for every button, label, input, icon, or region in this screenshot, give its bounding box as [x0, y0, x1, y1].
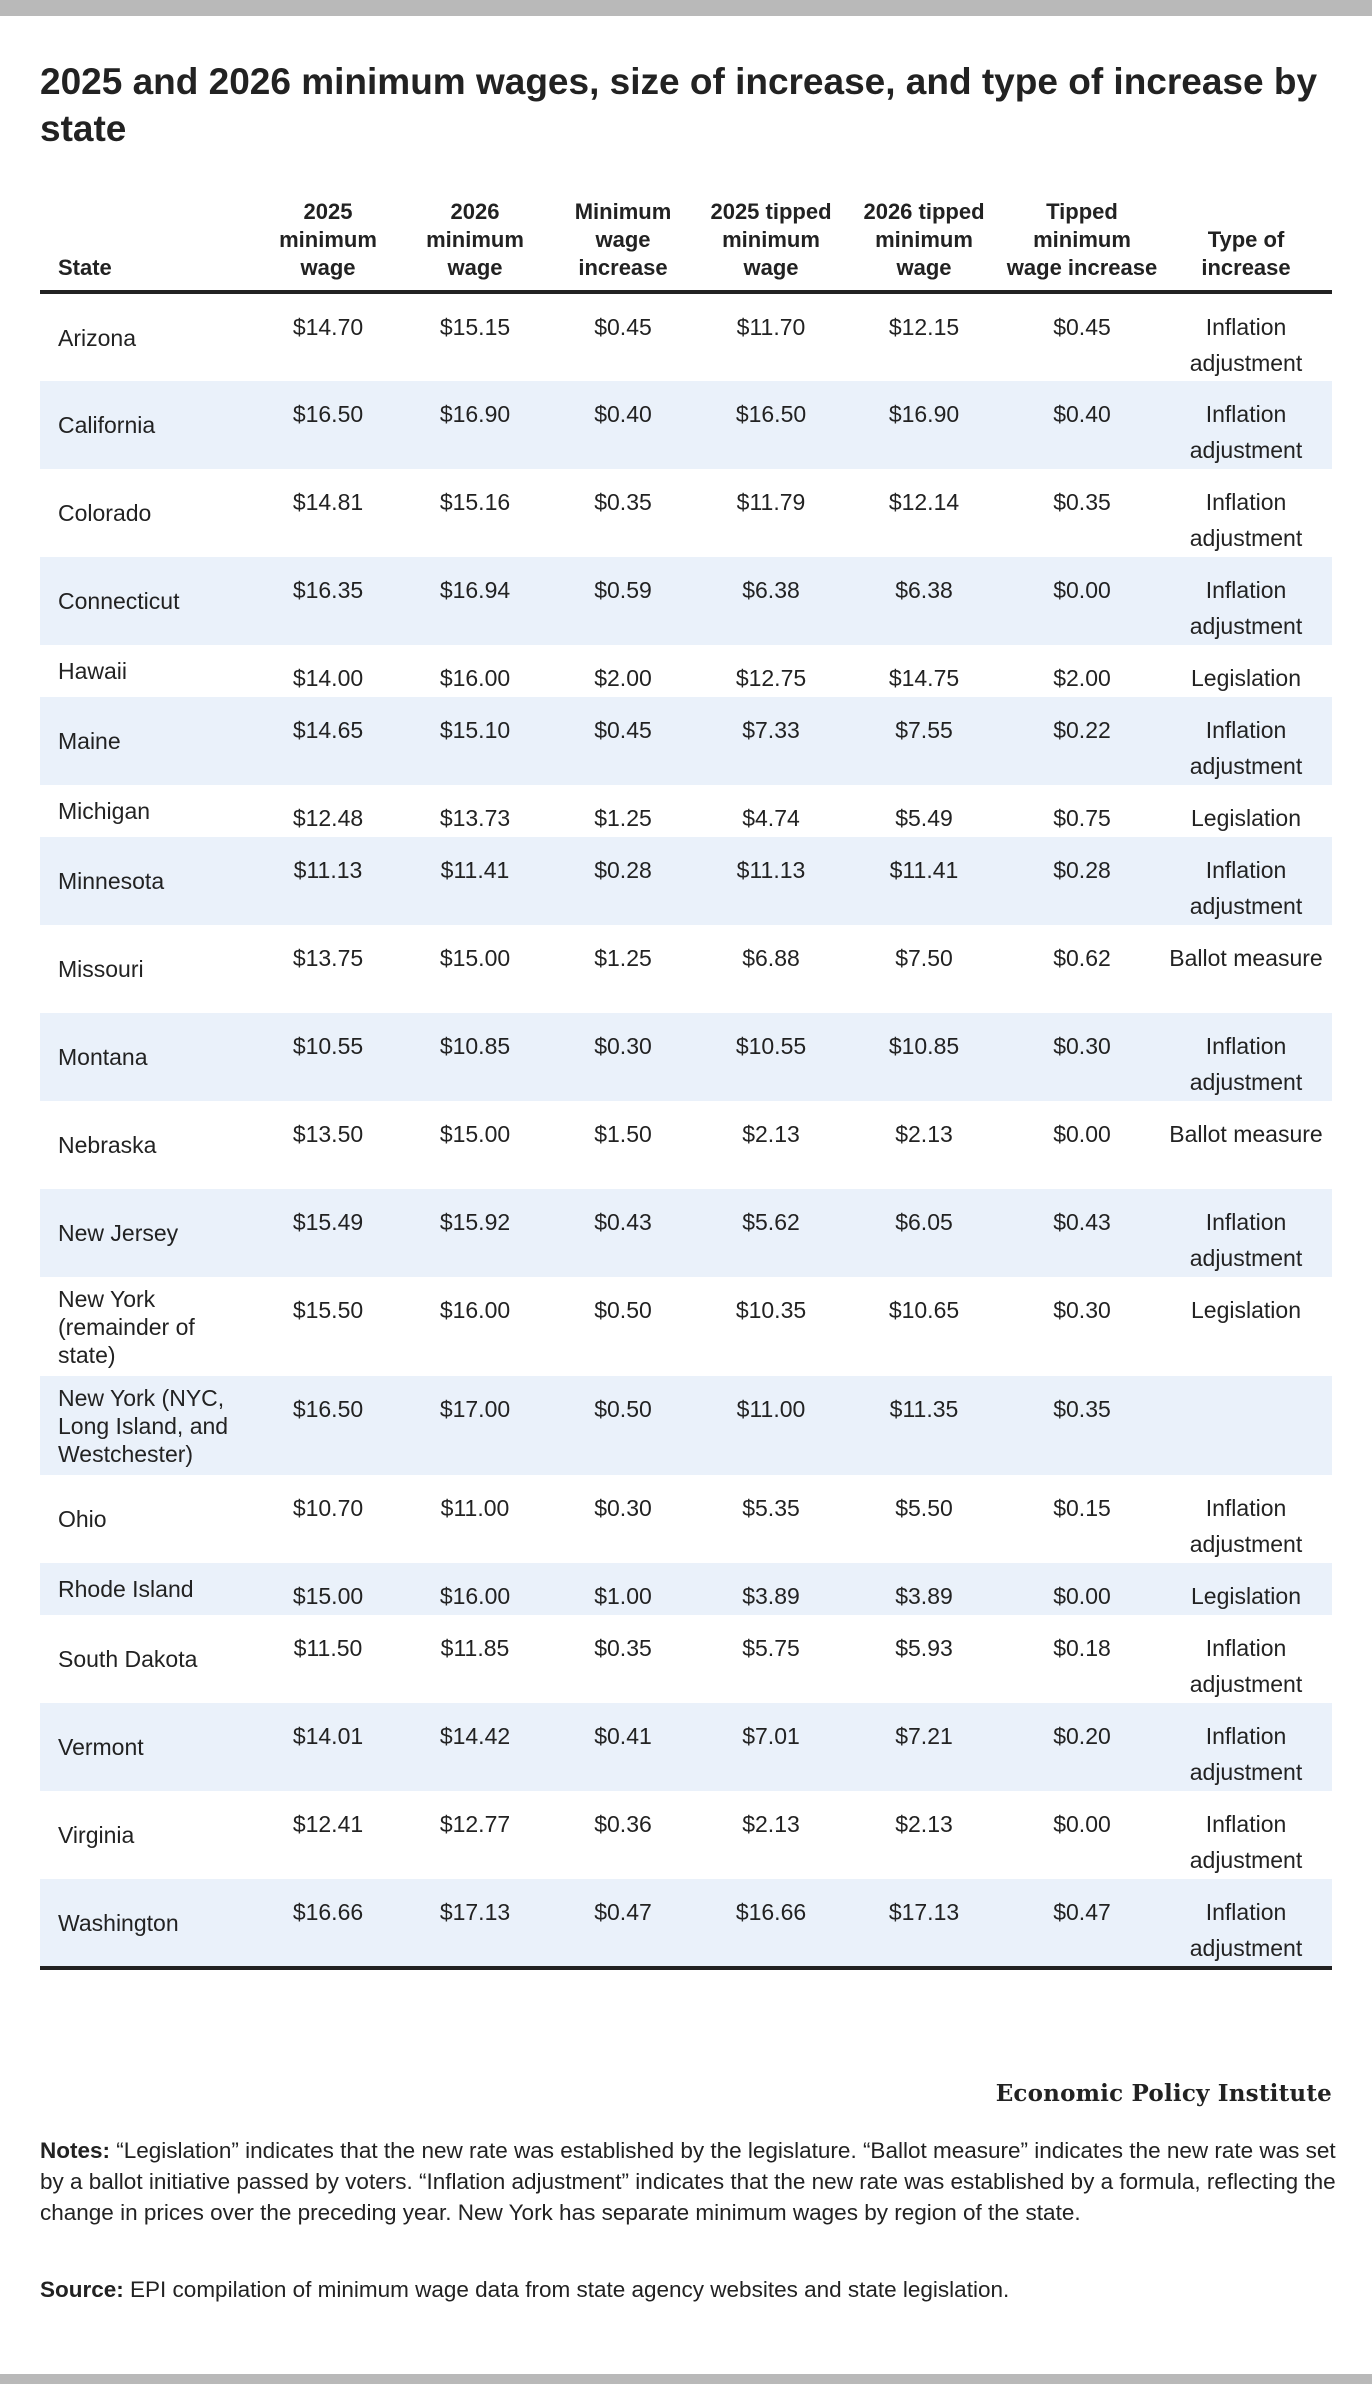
state-cell: Michigan	[58, 798, 151, 824]
table-row	[40, 381, 1332, 469]
table-row	[40, 1277, 1332, 1376]
type-cell: Legislation	[1191, 665, 1301, 691]
tipped-increase-cell: $0.45	[1053, 314, 1111, 340]
table-row	[40, 1563, 1332, 1615]
header-tipped-2025: 2025 tipped minimum wage	[698, 178, 844, 292]
min-2025-cell: $10.70	[292, 1495, 364, 1521]
tipped-2025-cell: $11.00	[698, 1376, 844, 1475]
state-cell: Washington	[40, 1879, 254, 1968]
state-cell: New York (remainder of state)	[58, 1285, 195, 1368]
table-row	[40, 785, 1332, 837]
state-cell: Nebraska	[58, 1132, 157, 1158]
page-title: 2025 and 2026 minimum wages, size of increase, and type of increase by state	[40, 61, 1318, 149]
min-increase-cell: $2.00	[594, 665, 652, 691]
tipped-2026-cell: $7.55	[844, 697, 1004, 785]
type-cell: Inflation adjustment	[1160, 837, 1332, 925]
tipped-2026-cell: $11.41	[844, 837, 1004, 925]
source-label: Source:	[40, 2277, 124, 2302]
min-2026-cell: $10.85	[402, 1013, 548, 1101]
tipped-increase-cell: $0.47	[1004, 1879, 1160, 1968]
min-2026-cell: $13.73	[439, 805, 511, 831]
min-2025-cell: $16.50	[254, 381, 402, 469]
header-min-2025: 2025 minimum wage	[254, 178, 402, 292]
min-2026-cell: $15.00	[439, 945, 511, 971]
table-row	[40, 1189, 1332, 1277]
min-2026-cell: $16.00	[439, 1297, 511, 1323]
tipped-2026-cell: $7.50	[895, 945, 953, 971]
state-cell: South Dakota	[58, 1646, 198, 1672]
notes-paragraph	[40, 2135, 1340, 2228]
tipped-2026-cell: $5.49	[895, 805, 953, 831]
tipped-2026-cell: $2.13	[895, 1811, 953, 1837]
header-tipped-2026: 2026 tipped minimum wage	[844, 178, 1004, 292]
table-row	[40, 1013, 1332, 1101]
min-increase-cell: $0.47	[548, 1879, 698, 1968]
tipped-2025-cell: $6.38	[698, 557, 844, 645]
min-2026-cell: $15.16	[439, 489, 511, 515]
tipped-2025-cell: $3.89	[698, 1563, 844, 1615]
min-2026-cell: $12.77	[439, 1811, 511, 1837]
min-increase-cell: $0.50	[548, 1376, 698, 1475]
type-cell: Inflation adjustment	[1189, 314, 1303, 376]
tipped-2026-cell: $7.21	[844, 1703, 1004, 1791]
min-2025-cell: $15.50	[292, 1297, 364, 1323]
state-cell: New Jersey	[40, 1189, 254, 1277]
min-2026-cell: $15.92	[402, 1189, 548, 1277]
type-cell: Inflation adjustment	[1160, 1013, 1332, 1101]
min-2025-cell: $11.13	[254, 837, 402, 925]
min-2025-cell: $14.65	[254, 697, 402, 785]
tipped-increase-cell: $0.35	[1053, 489, 1111, 515]
table-row	[40, 1703, 1332, 1791]
min-2026-cell: $16.00	[439, 665, 511, 691]
tipped-2025-cell: $5.75	[742, 1635, 800, 1661]
source-text: EPI compilation of minimum wage data from state agency websites and state legislation.	[123, 2277, 1010, 2302]
min-increase-cell: $1.25	[594, 945, 652, 971]
min-2026-cell: $11.85	[440, 1635, 510, 1661]
min-2026-cell: $11.41	[402, 837, 548, 925]
state-cell: Arizona	[58, 324, 136, 351]
min-increase-cell: $0.35	[594, 489, 652, 515]
table-body	[40, 292, 1332, 1968]
tipped-2026-cell: $11.35	[844, 1376, 1004, 1475]
type-cell: Inflation adjustment	[1160, 381, 1332, 469]
state-cell: Rhode Island	[40, 1563, 254, 1615]
tipped-2026-cell: $12.14	[888, 489, 960, 515]
tipped-increase-cell: $0.62	[1053, 945, 1111, 971]
min-2026-cell: $15.10	[402, 697, 548, 785]
table-header-row	[40, 178, 1332, 292]
tipped-increase-cell: $2.00	[1053, 665, 1111, 691]
table-row	[40, 645, 1332, 697]
tipped-2025-cell: $5.62	[698, 1189, 844, 1277]
tipped-increase-cell: $0.35	[1004, 1376, 1160, 1475]
min-2025-cell: $12.41	[292, 1811, 364, 1837]
state-cell: Ohio	[58, 1506, 107, 1532]
min-increase-cell: $0.41	[548, 1703, 698, 1791]
type-cell: Inflation adjustment	[1160, 1879, 1332, 1968]
epi-logo: Economic Policy Institute	[995, 2080, 1332, 2107]
tipped-increase-cell: $0.40	[1004, 381, 1160, 469]
min-2026-cell: $16.00	[402, 1563, 548, 1615]
min-2026-cell: $16.94	[402, 557, 548, 645]
type-cell: Legislation	[1191, 805, 1301, 831]
tipped-2025-cell: $6.88	[742, 945, 800, 971]
table-row	[40, 469, 1332, 557]
tipped-2025-cell: $7.01	[698, 1703, 844, 1791]
state-cell: Vermont	[40, 1703, 254, 1791]
tipped-2025-cell: $16.50	[698, 381, 844, 469]
header-min-2026: 2026 minimum wage	[402, 178, 548, 292]
min-2025-cell: $16.35	[254, 557, 402, 645]
tipped-2025-cell: $5.35	[742, 1495, 800, 1521]
min-2025-cell: $15.49	[254, 1189, 402, 1277]
header-tipped-increase: Tipped minimum wage increase	[1004, 178, 1160, 292]
type-cell: Inflation adjustment	[1189, 1811, 1303, 1873]
type-cell: Legislation	[1160, 1563, 1332, 1615]
min-2026-cell: $16.90	[402, 381, 548, 469]
min-2025-cell: $14.70	[292, 314, 364, 340]
min-increase-cell: $1.00	[548, 1563, 698, 1615]
min-2025-cell: $13.75	[292, 945, 364, 971]
tipped-2025-cell: $11.79	[736, 489, 806, 515]
header-state: State	[40, 178, 254, 292]
min-2025-cell: $16.50	[254, 1376, 402, 1475]
min-2025-cell: $16.66	[254, 1879, 402, 1968]
table-row	[40, 557, 1332, 645]
minimum-wage-table	[40, 178, 1332, 1970]
state-cell: Montana	[40, 1013, 254, 1101]
tipped-increase-cell: $0.43	[1004, 1189, 1160, 1277]
state-cell: Maine	[40, 697, 254, 785]
tipped-increase-cell: $0.00	[1053, 1121, 1111, 1147]
tipped-2025-cell: $4.74	[742, 805, 800, 831]
state-cell: Colorado	[58, 500, 152, 526]
tipped-increase-cell: $0.30	[1004, 1013, 1160, 1101]
tipped-2026-cell: $5.50	[895, 1495, 953, 1521]
tipped-2026-cell: $14.75	[888, 665, 960, 691]
type-cell: Legislation	[1191, 1297, 1301, 1323]
notes-text: “Legislation” indicates that the new rate was established by the legislature. “Ballot measure” indicates the new rate was set by a ballot initiative passed by voters. “Inflation adjustment” indicates that the new rate was established by a formula, reflecting the change in prices over the preceding year. New York has separate minimum wages by region of the state.	[40, 2138, 1336, 2225]
table-row	[40, 1376, 1332, 1475]
state-cell: Minnesota	[40, 837, 254, 925]
tipped-2025-cell: $11.70	[736, 314, 806, 340]
type-cell: Inflation adjustment	[1160, 1703, 1332, 1791]
state-cell: Virginia	[58, 1822, 135, 1848]
state-cell: Connecticut	[40, 557, 254, 645]
table-row	[40, 1101, 1332, 1189]
tipped-2025-cell: $10.35	[735, 1297, 807, 1323]
min-increase-cell: $0.45	[548, 697, 698, 785]
min-2025-cell: $14.81	[292, 489, 364, 515]
type-cell: Inflation adjustment	[1189, 1635, 1303, 1697]
min-2026-cell: $15.00	[439, 1121, 511, 1147]
min-increase-cell: $0.59	[548, 557, 698, 645]
state-cell: California	[40, 381, 254, 469]
type-cell: Inflation adjustment	[1160, 697, 1332, 785]
header-type: Type of increase	[1160, 178, 1332, 292]
tipped-increase-cell: $0.22	[1004, 697, 1160, 785]
tipped-increase-cell: $0.00	[1053, 1811, 1111, 1837]
state-cell: Hawaii	[58, 658, 128, 684]
tipped-2026-cell: $12.15	[888, 314, 960, 340]
type-cell: Inflation adjustment	[1160, 557, 1332, 645]
tipped-increase-cell: $0.20	[1004, 1703, 1160, 1791]
min-increase-cell: $0.28	[548, 837, 698, 925]
tipped-increase-cell: $0.00	[1004, 557, 1160, 645]
tipped-2026-cell: $5.93	[895, 1635, 953, 1661]
min-increase-cell: $1.50	[594, 1121, 652, 1147]
table-row	[40, 292, 1332, 381]
tipped-2026-cell: $6.05	[844, 1189, 1004, 1277]
min-2025-cell: $13.50	[292, 1121, 364, 1147]
header-min-increase: Minimum wage increase	[548, 178, 698, 292]
tipped-2026-cell: $10.65	[888, 1297, 960, 1323]
source-paragraph	[40, 2274, 1340, 2305]
table-row	[40, 1475, 1332, 1563]
type-cell: Inflation adjustment	[1189, 1495, 1303, 1557]
min-increase-cell: $0.45	[594, 314, 652, 340]
tipped-2026-cell: $6.38	[844, 557, 1004, 645]
min-2025-cell: $14.01	[254, 1703, 402, 1791]
tipped-2026-cell: $16.90	[844, 381, 1004, 469]
tipped-2026-cell: $17.13	[844, 1879, 1004, 1968]
state-cell: Missouri	[58, 956, 144, 982]
type-cell: Ballot measure	[1169, 945, 1323, 971]
min-increase-cell: $0.50	[594, 1297, 652, 1323]
table-row	[40, 925, 1332, 1013]
min-2026-cell: $15.15	[439, 314, 511, 340]
tipped-2025-cell: $10.55	[698, 1013, 844, 1101]
tipped-increase-cell: $0.28	[1004, 837, 1160, 925]
min-2026-cell: $11.00	[440, 1495, 510, 1521]
tipped-increase-cell: $0.15	[1053, 1495, 1111, 1521]
table-row	[40, 837, 1332, 925]
min-increase-cell: $0.30	[594, 1495, 652, 1521]
tipped-increase-cell: $0.00	[1004, 1563, 1160, 1615]
min-increase-cell: $0.35	[594, 1635, 652, 1661]
top-border-bar	[0, 0, 1372, 16]
tipped-increase-cell: $0.30	[1053, 1297, 1111, 1323]
min-2026-cell: $17.13	[402, 1879, 548, 1968]
table-row	[40, 1791, 1332, 1879]
tipped-2025-cell: $11.13	[698, 837, 844, 925]
tipped-2025-cell: $16.66	[698, 1879, 844, 1968]
notes-label: Notes:	[40, 2138, 111, 2163]
min-2025-cell: $12.48	[292, 805, 364, 831]
tipped-2025-cell: $2.13	[742, 1121, 800, 1147]
tipped-increase-cell: $0.75	[1053, 805, 1111, 831]
type-cell: Ballot measure	[1169, 1121, 1323, 1147]
bottom-border-bar	[0, 2374, 1372, 2384]
type-cell	[1160, 1376, 1332, 1475]
table-row	[40, 1879, 1332, 1968]
min-2025-cell: $10.55	[254, 1013, 402, 1101]
min-2025-cell: $11.50	[293, 1635, 363, 1661]
min-increase-cell: $0.36	[594, 1811, 652, 1837]
table-row	[40, 1615, 1332, 1703]
min-increase-cell: $0.40	[548, 381, 698, 469]
min-2026-cell: $14.42	[402, 1703, 548, 1791]
tipped-2026-cell: $2.13	[895, 1121, 953, 1147]
min-increase-cell: $0.43	[548, 1189, 698, 1277]
min-2026-cell: $17.00	[402, 1376, 548, 1475]
min-increase-cell: $1.25	[594, 805, 652, 831]
state-cell: New York (NYC, Long Island, and Westchester)	[40, 1376, 254, 1475]
type-cell: Inflation adjustment	[1189, 489, 1303, 551]
tipped-2025-cell: $12.75	[735, 665, 807, 691]
tipped-2026-cell: $10.85	[844, 1013, 1004, 1101]
tipped-increase-cell: $0.18	[1053, 1635, 1111, 1661]
min-2025-cell: $14.00	[292, 665, 364, 691]
tipped-2026-cell: $3.89	[844, 1563, 1004, 1615]
tipped-2025-cell: $7.33	[698, 697, 844, 785]
min-2025-cell: $15.00	[254, 1563, 402, 1615]
type-cell: Inflation adjustment	[1160, 1189, 1332, 1277]
min-increase-cell: $0.30	[548, 1013, 698, 1101]
tipped-2025-cell: $2.13	[742, 1811, 800, 1837]
table-row	[40, 697, 1332, 785]
